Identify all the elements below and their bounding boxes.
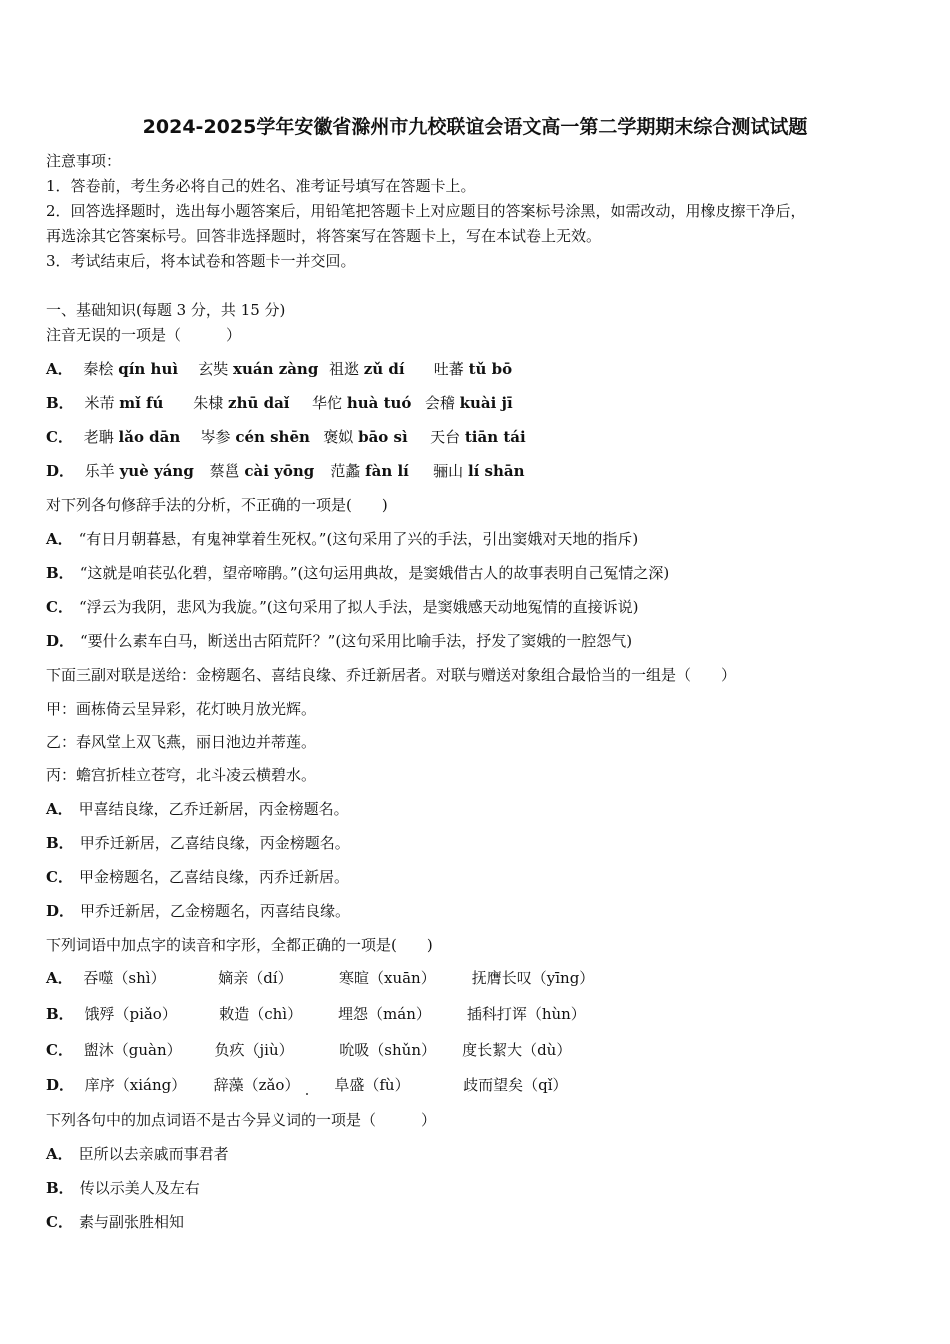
q1-stem: 注音无误的一项是（ ）: [46, 326, 242, 344]
q3-option-a[interactable]: A． 甲喜结良缘，乙乔迁新居，丙金榜题名。: [46, 800, 349, 818]
section-heading: 一、基础知识(每题 3 分，共 15 分): [46, 301, 286, 319]
emphasis-dot: [306, 1093, 308, 1095]
q2-option-d[interactable]: D． “要什么素车白马，断送出古陌荒阡？”(这句采用比喻手法，抒发了窦娥的一腔怨气): [46, 632, 633, 650]
q3-option-b[interactable]: B． 甲乔迁新居，乙喜结良缘，丙金榜题名。: [46, 834, 350, 852]
q4-option-a[interactable]: A． 吞噬（shì） 嫡亲（dí） 寒暄（xuān） 抚膺长叹（yīng）: [46, 969, 595, 987]
q2-option-c[interactable]: C． “浮云为我阴，悲风为我旋。”(这句采用了拟人手法，是窦娥感天动地冤情的直接诉说): [46, 598, 639, 616]
q4-stem: 下列词语中加点字的读音和字形，全都正确的一项是( ): [46, 936, 433, 954]
notice-heading: 注意事项：: [46, 152, 122, 170]
page-title: 2024-2025学年安徽省滁州市九校联谊会语文高一第二学期期末综合测试试题: [142, 116, 808, 138]
q3-stem: 下面三副对联是送给：金榜题名、喜结良缘、乔迁新居者。对联与赠送对象组合最恰当的一组是（ ）: [46, 666, 737, 684]
notice-item-2-cont: 再选涂其它答案标号。回答非选择题时，将答案写在答题卡上，写在本试卷上无效。: [46, 227, 602, 245]
q1-option-a[interactable]: A． 秦桧 qín huì 玄奘 xuán zàng 祖逖 zǔ dí 吐蕃 tǔ bō: [46, 360, 513, 378]
q1-option-b[interactable]: B． 米芾 mǐ fú 朱棣 zhū daǐ 华佗 huà tuó 会稽 kuài jī: [46, 394, 513, 412]
q3-couplet-jia: 甲：画栋倚云呈异彩，花灯映月放光辉。: [46, 700, 317, 718]
q2-stem: 对下列各句修辞手法的分析，不正确的一项是( ): [46, 496, 388, 514]
q1-option-d[interactable]: D． 乐羊 yuè yáng 蔡邕 cài yōng 范蠡 fàn lí 骊山 lí shān: [46, 462, 525, 480]
q2-option-a[interactable]: A． “有日月朝暮悬，有鬼神掌着生死权。”(这句采用了兴的手法，引出窦娥对天地的指斥): [46, 530, 639, 548]
q5-option-b[interactable]: B． 传以示美人及左右: [46, 1179, 200, 1197]
notice-item-1: 1．答卷前，考生务必将自己的姓名、准考证号填写在答题卡上。: [46, 177, 476, 195]
q3-couplet-yi: 乙：春风堂上双飞燕，丽日池边并蒂莲。: [46, 733, 317, 751]
q5-option-c[interactable]: C． 素与副张胜相知: [46, 1213, 184, 1231]
q5-option-a[interactable]: A． 臣所以去亲戚而事君者: [46, 1145, 229, 1163]
q4-option-c[interactable]: C． 盥沐（guàn） 负疚（jiù） 吮吸（shǔn） 度长絜大（dù）: [46, 1041, 572, 1059]
q5-stem: 下列各句中的加点词语不是古今异义词的一项是（ ）: [46, 1111, 437, 1129]
q1-option-c[interactable]: C． 老聃 lǎo dān 岑参 cén shēn 褒姒 bāo sì 天台 tiān tái: [46, 428, 526, 446]
q3-couplet-bing: 丙：蟾宫折桂立苍穹，北斗凌云横碧水。: [46, 766, 317, 784]
q4-option-d[interactable]: D． 庠序（xiáng） 辞藻（zǎo） 阜盛（fù） 歧而望矣（qǐ）: [46, 1076, 568, 1094]
q3-option-c[interactable]: C． 甲金榜题名，乙喜结良缘，丙乔迁新居。: [46, 868, 349, 886]
q3-option-d[interactable]: D． 甲乔迁新居，乙金榜题名，丙喜结良缘。: [46, 902, 351, 920]
notice-item-3: 3．考试结束后，将本试卷和答题卡一并交回。: [46, 252, 356, 270]
q4-option-b[interactable]: B． 饿殍（piǎo） 敕造（chì） 埋怨（mán） 插科打诨（hùn）: [46, 1005, 586, 1023]
notice-item-2: 2．回答选择题时，选出每小题答案后，用铅笔把答题卡上对应题目的答案标号涂黑，如需改动，用橡皮擦干净后，: [46, 202, 806, 220]
q2-option-b[interactable]: B． “这就是咱苌弘化碧，望帝啼鹃。”(这句运用典故，是窦娥借古人的故事表明自己冤情之深): [46, 564, 670, 582]
